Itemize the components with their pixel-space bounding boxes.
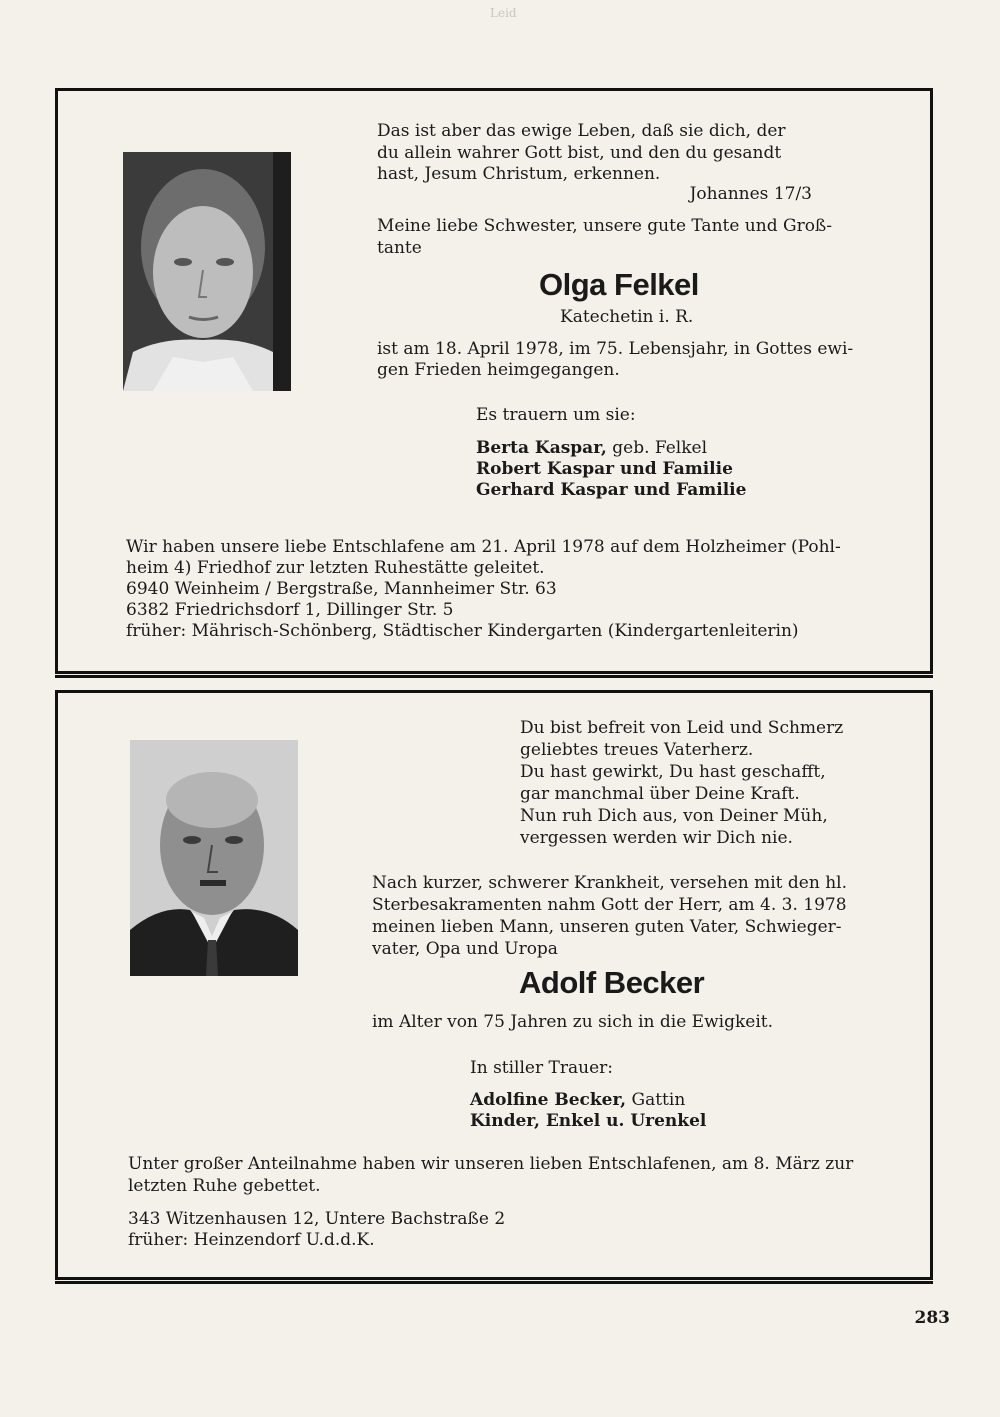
portrait-photo-olga-felkel: [123, 152, 291, 391]
mourner-name: Adolfine Becker,: [470, 1090, 627, 1110]
mourner-line: [470, 1090, 685, 1112]
verse-line: Das ist aber das ewige Leben, daß sie dich, der: [377, 121, 786, 141]
intro-line: Sterbesakramenten nahm Gott der Herr, am 4. 3. 1978: [372, 895, 847, 915]
mourner-note: Gattin: [626, 1090, 686, 1110]
poem-line: gar manchmal über Deine Kraft.: [520, 784, 800, 804]
mourner-line: Kinder, Enkel u. Urenkel: [470, 1111, 707, 1131]
portrait-woman-image: [123, 152, 291, 391]
deceased-name: Olga Felkel: [539, 267, 699, 302]
portrait-photo-adolf-becker: [130, 740, 298, 976]
poem-line: vergessen werden wir Dich nie.: [520, 828, 793, 848]
footer-line: letzten Ruhe gebettet.: [128, 1176, 321, 1196]
intro-line: vater, Opa und Uropa: [372, 939, 558, 959]
intro-line: tante: [377, 238, 422, 258]
faint-header-text: Leid: [490, 6, 517, 20]
mourner-name: Berta Kaspar,: [476, 438, 607, 458]
intro-line: meinen lieben Mann, unseren guten Vater, Schwieger-: [372, 917, 842, 937]
verse-line: du allein wahrer Gott bist, und den du gesandt: [377, 143, 782, 163]
mourner-line: Gerhard Kaspar und Familie: [476, 480, 747, 500]
address-line: 6940 Weinheim / Bergstraße, Mannheimer Str. 63: [126, 579, 557, 599]
mourning-intro: Es trauern um sie:: [476, 405, 636, 425]
address-line: früher: Heinzendorf U.d.d.K.: [128, 1230, 375, 1250]
poem-line: Du bist befreit von Leid und Schmerz: [520, 718, 844, 738]
intro-line: Meine liebe Schwester, unsere gute Tante und Groß-: [377, 216, 833, 236]
age-line: im Alter von 75 Jahren zu sich in die Ewigkeit.: [372, 1012, 773, 1032]
address-line: früher: Mährisch-Schönberg, Städtischer Kindergarten (Kindergartenleiterin): [126, 621, 799, 641]
mourner-line: [476, 438, 707, 460]
verse-line: hast, Jesum Christum, erkennen.: [377, 164, 661, 184]
poem-line: geliebtes treues Vaterherz.: [520, 740, 754, 760]
poem-line: Du hast gewirkt, Du hast geschafft,: [520, 762, 826, 782]
death-line: gen Frieden heimgegangen.: [377, 360, 620, 380]
footer-line: Wir haben unsere liebe Entschlafene am 21. April 1978 auf dem Holzheimer (Pohl-: [126, 537, 841, 557]
mourner-line: Robert Kaspar und Familie: [476, 459, 733, 479]
poem-line: Nun ruh Dich aus, von Deiner Müh,: [520, 806, 828, 826]
address-line: 343 Witzenhausen 12, Untere Bachstraße 2: [128, 1209, 506, 1229]
mourning-intro: In stiller Trauer:: [470, 1058, 613, 1078]
page-number: 283: [914, 1308, 950, 1328]
intro-line: Nach kurzer, schwerer Krankheit, versehen mit den hl.: [372, 873, 847, 893]
mourner-note: geb. Felkel: [606, 438, 708, 458]
portrait-man-image: [130, 740, 298, 976]
verse-reference: Johannes 17/3: [689, 184, 812, 204]
death-line: ist am 18. April 1978, im 75. Lebensjahr, in Gottes ewi-: [377, 339, 854, 359]
deceased-name: Adolf Becker: [519, 965, 705, 1000]
deceased-title: Katechetin i. R.: [560, 307, 694, 327]
footer-line: Unter großer Anteilnahme haben wir unseren lieben Entschlafenen, am 8. März zur: [128, 1154, 854, 1174]
address-line: 6382 Friedrichsdorf 1, Dillinger Str. 5: [126, 600, 454, 620]
footer-line: heim 4) Friedhof zur letzten Ruhestätte geleitet.: [126, 558, 545, 578]
